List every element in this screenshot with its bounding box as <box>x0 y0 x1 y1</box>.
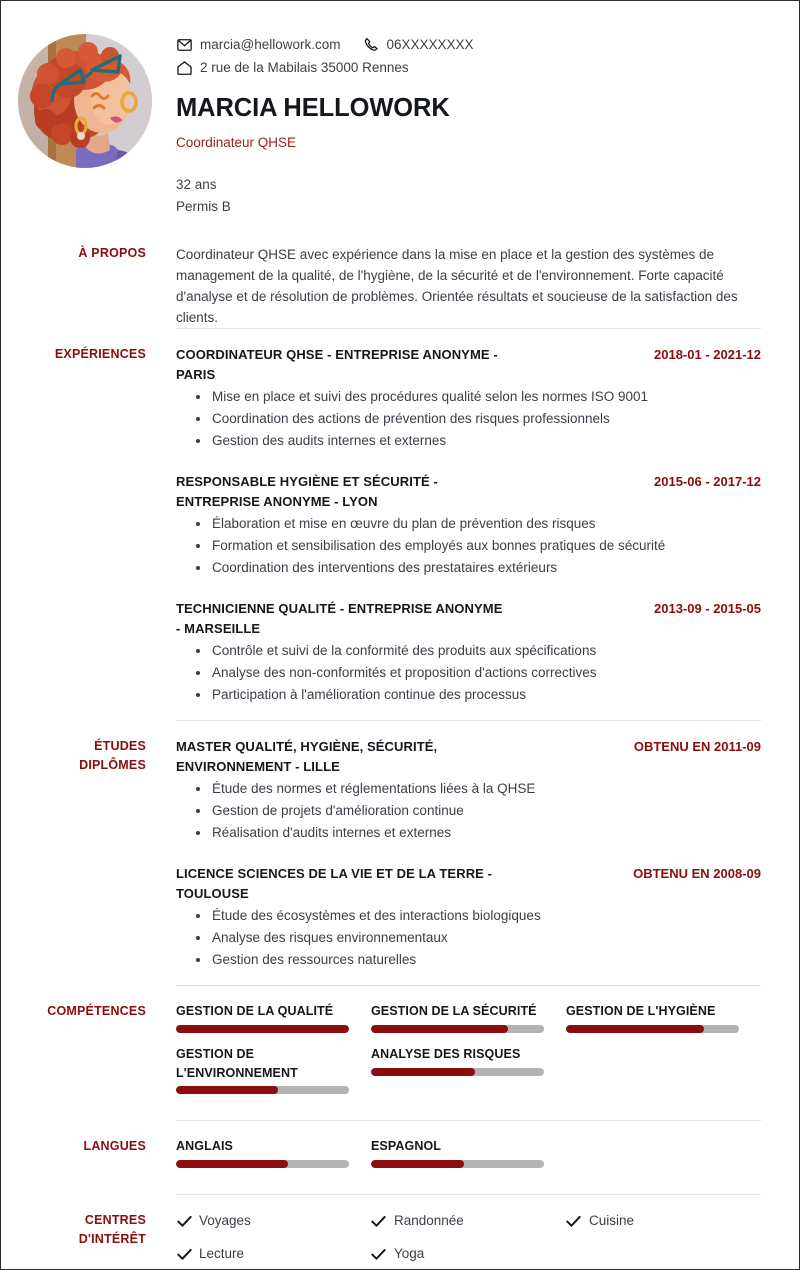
progress-fill <box>176 1160 288 1168</box>
section-education <box>1 721 799 985</box>
entry-bullet-list <box>176 905 761 971</box>
skills-content <box>176 1002 799 1106</box>
entry <box>176 345 761 452</box>
check-icon <box>176 1213 192 1229</box>
contact-phone[interactable] <box>363 34 474 56</box>
interest-label: Lecture <box>199 1246 245 1262</box>
entry-date: 2015-06 - 2017-12 <box>654 474 761 490</box>
progress-track <box>566 1025 739 1033</box>
entry-date: 2018-01 - 2021-12 <box>654 347 761 363</box>
check-icon <box>371 1213 387 1229</box>
entry <box>176 599 761 706</box>
contact-email-text: marcia@hellowork.com <box>200 37 341 52</box>
section-label-experiences: EXPÉRIENCES <box>54 347 146 362</box>
bar-item <box>176 1137 371 1168</box>
entry-title: COORDINATEUR QHSE - ENTREPRISE ANONYME - PARIS <box>176 347 498 382</box>
home-icon <box>176 59 193 76</box>
progress-track <box>371 1068 544 1076</box>
entry-date: OBTENU EN 2011-09 <box>633 739 761 755</box>
interest-label: Randonnée <box>393 1213 464 1229</box>
section-label-education-line1: ÉTUDES <box>94 739 146 754</box>
entry-bullet: Analyse des risques environnementaux <box>196 927 761 949</box>
progress-track <box>371 1025 544 1033</box>
entry-bullet: Gestion des audits internes et externes <box>196 430 761 452</box>
section-label-education-line2: DIPLÔMES <box>79 758 146 773</box>
section-label-education <box>1 737 176 776</box>
bar-item <box>371 1002 566 1033</box>
avatar <box>18 34 152 168</box>
interest-item <box>566 1211 761 1231</box>
entry-bullet: Étude des écosystèmes et des interactions biologiques <box>196 905 761 927</box>
entry-title: TECHNICIENNE QUALITÉ - ENTREPRISE ANONYME - MARSEILLE <box>176 601 503 636</box>
contact-email[interactable] <box>176 34 341 56</box>
entry <box>176 737 761 844</box>
entry-bullet: Participation à l'amélioration continue des processus <box>196 684 761 706</box>
entry-bullet: Mise en place et suivi des procédures qualité selon les normes ISO 9001 <box>196 386 761 408</box>
languages-grid <box>176 1137 761 1180</box>
interest-item <box>176 1244 371 1264</box>
progress-track <box>176 1160 349 1168</box>
header-info <box>176 34 799 218</box>
progress-fill <box>176 1086 278 1094</box>
bar-item <box>566 1002 761 1033</box>
entry-date: 2013-09 - 2015-05 <box>654 601 761 617</box>
section-label-about: À PROPOS <box>78 245 146 260</box>
bar-item <box>176 1045 371 1095</box>
entry-bullet: Étude des normes et réglementations liées à la QHSE <box>196 778 761 800</box>
page-title: MARCIA HELLOWORK <box>176 93 450 122</box>
experiences-list <box>176 345 799 706</box>
entry-title: LICENCE SCIENCES DE LA VIE ET DE LA TERRE - TOULOUSE <box>176 866 493 901</box>
entry <box>176 864 761 971</box>
about-content <box>176 244 799 328</box>
job-title: Coordinateur QHSE <box>176 135 297 151</box>
bar-label: ESPAGNOL <box>370 1139 442 1154</box>
entry-bullet: Gestion de projets d'amélioration continue <box>196 800 761 822</box>
bar-label: GESTION DE LA SÉCURITÉ <box>370 1004 537 1019</box>
avatar-column <box>1 34 176 168</box>
section-languages <box>1 1121 799 1194</box>
entry-bullet: Élaboration et mise en œuvre du plan de prévention des risques <box>196 513 761 535</box>
entry-bullet-list <box>176 640 761 706</box>
section-skills <box>1 986 799 1120</box>
check-icon <box>566 1213 582 1229</box>
interests-grid <box>176 1211 761 1270</box>
entry <box>176 472 761 579</box>
section-label-languages: LANGUES <box>83 1139 146 1154</box>
bar-label: GESTION DE L'ENVIRONNEMENT <box>176 1046 298 1080</box>
skills-grid <box>176 1002 761 1106</box>
section-experiences <box>1 329 799 720</box>
check-icon <box>176 1246 192 1262</box>
section-label-skills: COMPÉTENCES <box>47 1004 146 1019</box>
entry-head <box>176 864 761 903</box>
interests-content <box>176 1211 799 1270</box>
check-icon <box>371 1246 387 1262</box>
section-about <box>1 244 799 328</box>
phone-icon <box>363 36 380 53</box>
bar-item <box>371 1137 566 1168</box>
cv-header <box>1 1 799 218</box>
progress-track <box>176 1025 349 1033</box>
entry-title: RESPONSABLE HYGIÈNE ET SÉCURITÉ - ENTREPRISE ANONYME - LYON <box>176 474 438 509</box>
entry-bullet-list <box>176 513 761 579</box>
bar-label: ANGLAIS <box>176 1139 233 1154</box>
interest-label: Voyages <box>199 1213 251 1229</box>
interest-label: Cuisine <box>588 1213 634 1229</box>
bar-label: ANALYSE DES RISQUES <box>370 1046 521 1061</box>
avatar-illustration <box>18 34 152 168</box>
license-text: Permis B <box>176 199 231 215</box>
entry-bullet: Contrôle et suivi de la conformité des produits aux spécifications <box>196 640 761 662</box>
interest-item <box>176 1211 371 1231</box>
bar-item <box>176 1002 371 1033</box>
entry-head <box>176 599 761 638</box>
progress-fill <box>371 1160 464 1168</box>
section-label-interests <box>1 1211 176 1250</box>
entry-head <box>176 472 761 511</box>
entry-bullet: Réalisation d'audits internes et externes <box>196 822 761 844</box>
entry-title: MASTER QUALITÉ, HYGIÈNE, SÉCURITÉ, ENVIRONNEMENT - LILLE <box>176 739 438 774</box>
progress-fill <box>371 1068 475 1076</box>
entry-bullet: Gestion des ressources naturelles <box>196 949 761 971</box>
interest-label: Yoga <box>393 1246 425 1262</box>
progress-fill <box>371 1025 508 1033</box>
entry-bullet-list <box>176 778 761 844</box>
bar-item <box>371 1045 566 1095</box>
entry-bullet-list <box>176 386 761 452</box>
bar-label: GESTION DE LA QUALITÉ <box>176 1004 334 1019</box>
personal-meta <box>176 174 761 218</box>
entry-date: OBTENU EN 2008-09 <box>633 866 761 882</box>
interest-item <box>371 1244 566 1264</box>
bar-label: GESTION DE L'HYGIÈNE <box>565 1004 716 1019</box>
progress-track <box>371 1160 544 1168</box>
age-text: 32 ans <box>176 177 217 193</box>
contact-line-address <box>176 57 761 79</box>
progress-fill <box>566 1025 704 1033</box>
contact-line-primary <box>176 34 761 56</box>
contact-address-text: 2 rue de la Mabilais 35000 Rennes <box>200 59 409 75</box>
entry-bullet: Coordination des interventions des prestataires extérieurs <box>196 557 761 579</box>
languages-content <box>176 1137 799 1180</box>
entry-bullet: Formation et sensibilisation des employés aux bonnes pratiques de sécurité <box>196 535 761 557</box>
contact-address <box>176 57 409 79</box>
about-text: Coordinateur QHSE avec expérience dans la mise en place et la gestion des systèmes de management de la qualité, de l'hygiène, de la sécurité et de l'environnement. Forte capacité d'analyse et de résolution de problèmes. Orientée résultats et soucieuse de la satisfaction des clients. <box>176 246 738 326</box>
progress-track <box>176 1086 349 1094</box>
entry-bullet: Coordination des actions de prévention des risques professionnels <box>196 408 761 430</box>
education-list <box>176 737 799 971</box>
section-label-interests-line2: D'INTÉRÊT <box>78 1232 146 1247</box>
entry-head <box>176 345 761 384</box>
contact-phone-text: 06XXXXXXXX <box>386 37 474 52</box>
entry-head <box>176 737 761 776</box>
section-interests <box>1 1195 799 1270</box>
section-label-interests-line1: CENTRES <box>84 1213 146 1228</box>
interest-item <box>371 1211 566 1231</box>
entry-bullet: Analyse des non-conformités et proposition d'actions correctives <box>196 662 761 684</box>
envelope-icon <box>176 36 193 53</box>
progress-fill <box>176 1025 349 1033</box>
